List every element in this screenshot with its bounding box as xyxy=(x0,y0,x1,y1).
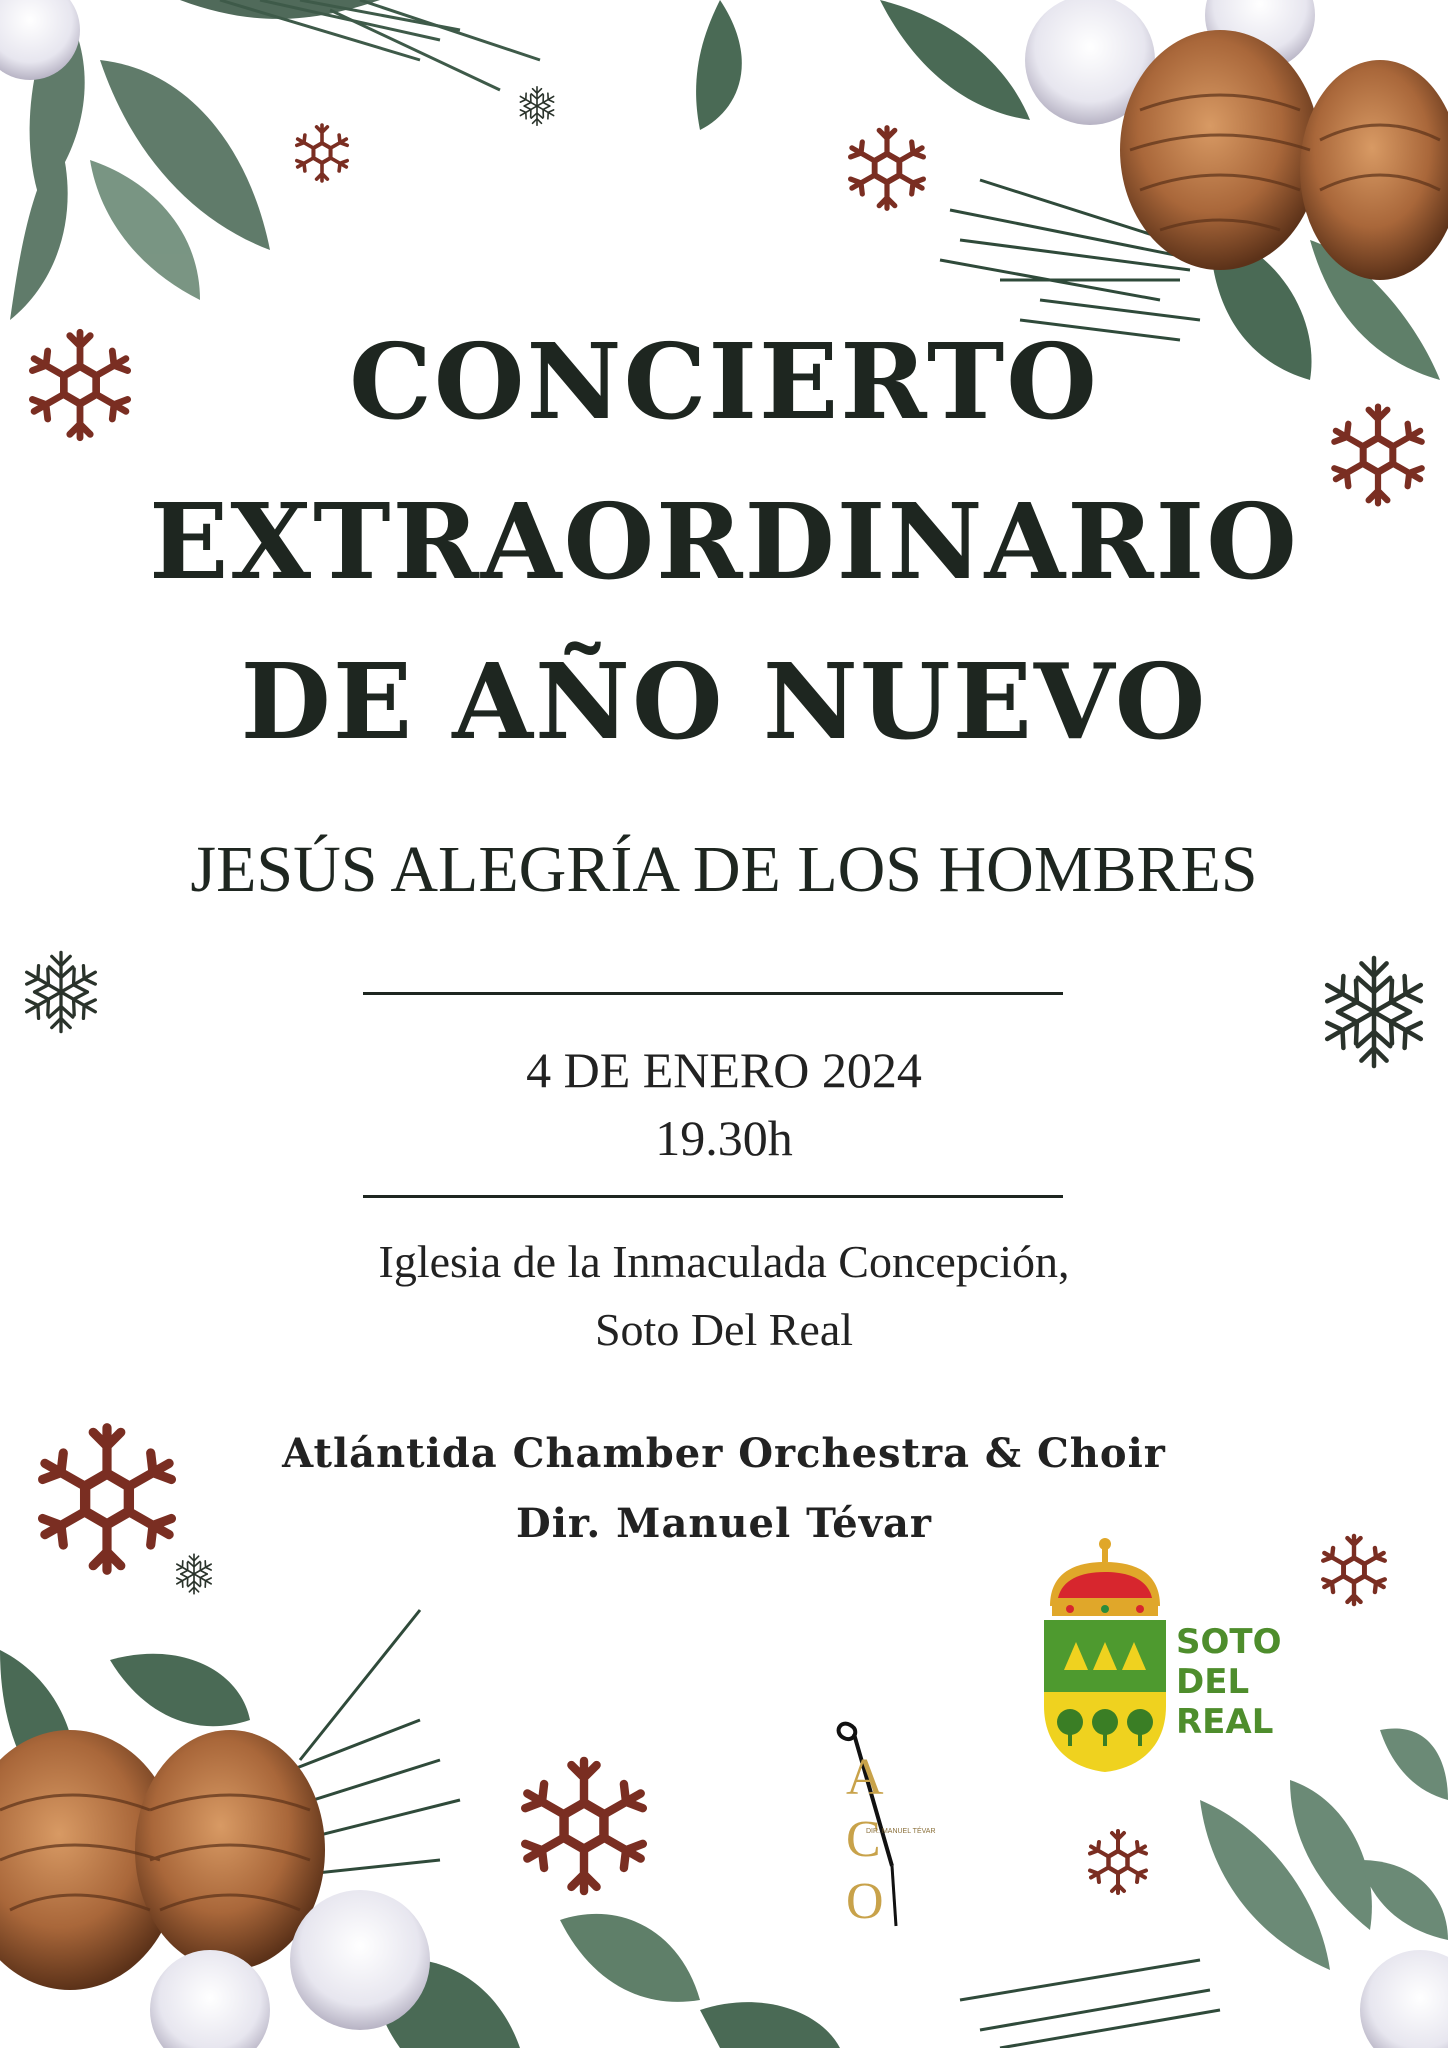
divider-bottom xyxy=(363,1195,1063,1198)
subtitle: JESÚS ALEGRÍA DE LOS HOMBRES xyxy=(190,833,1258,906)
title-line-1: CONCIERTO xyxy=(349,320,1099,443)
aco-letter-a: A xyxy=(846,1749,884,1806)
snowflake-dark xyxy=(520,87,553,125)
snowflake-dark xyxy=(177,1554,211,1594)
snowflake-red xyxy=(297,125,347,181)
director-name: Dir. Manuel Tévar xyxy=(516,1500,932,1547)
soto-logo-text-1: SOTO xyxy=(1176,1622,1282,1662)
event-time: 19.30h xyxy=(655,1110,793,1166)
snowflake-red xyxy=(851,128,924,209)
snowflake-red xyxy=(525,1761,643,1891)
title-line-2: EXTRAORDINARIO xyxy=(149,480,1299,603)
soto-logo-text-3: REAL xyxy=(1176,1702,1274,1742)
aco-letter-o: O xyxy=(846,1873,884,1930)
shield-icon xyxy=(1044,1620,1166,1772)
event-date: 4 DE ENERO 2024 xyxy=(526,1042,922,1098)
soto-logo-text-2: DEL xyxy=(1176,1662,1250,1702)
aco-caption: DIR. MANUEL TÉVAR xyxy=(866,1828,936,1835)
ensemble-name: Atlántida Chamber Orchestra & Choir xyxy=(282,1430,1166,1477)
divider-top xyxy=(363,992,1063,995)
venue-line-1: Iglesia de la Inmaculada Concepción, xyxy=(378,1236,1070,1287)
aco-letter-c: C xyxy=(846,1811,881,1868)
soto-del-real-shield-logo xyxy=(1040,1536,1170,1776)
snowflake-dark xyxy=(27,952,96,1031)
aco-orchestra-logo xyxy=(832,1716,952,1938)
title-line-3: DE AÑO NUEVO xyxy=(240,640,1208,763)
crown-icon xyxy=(1050,1538,1160,1616)
snowflake-red xyxy=(1090,1831,1146,1893)
venue-line-2: Soto Del Real xyxy=(594,1304,854,1355)
